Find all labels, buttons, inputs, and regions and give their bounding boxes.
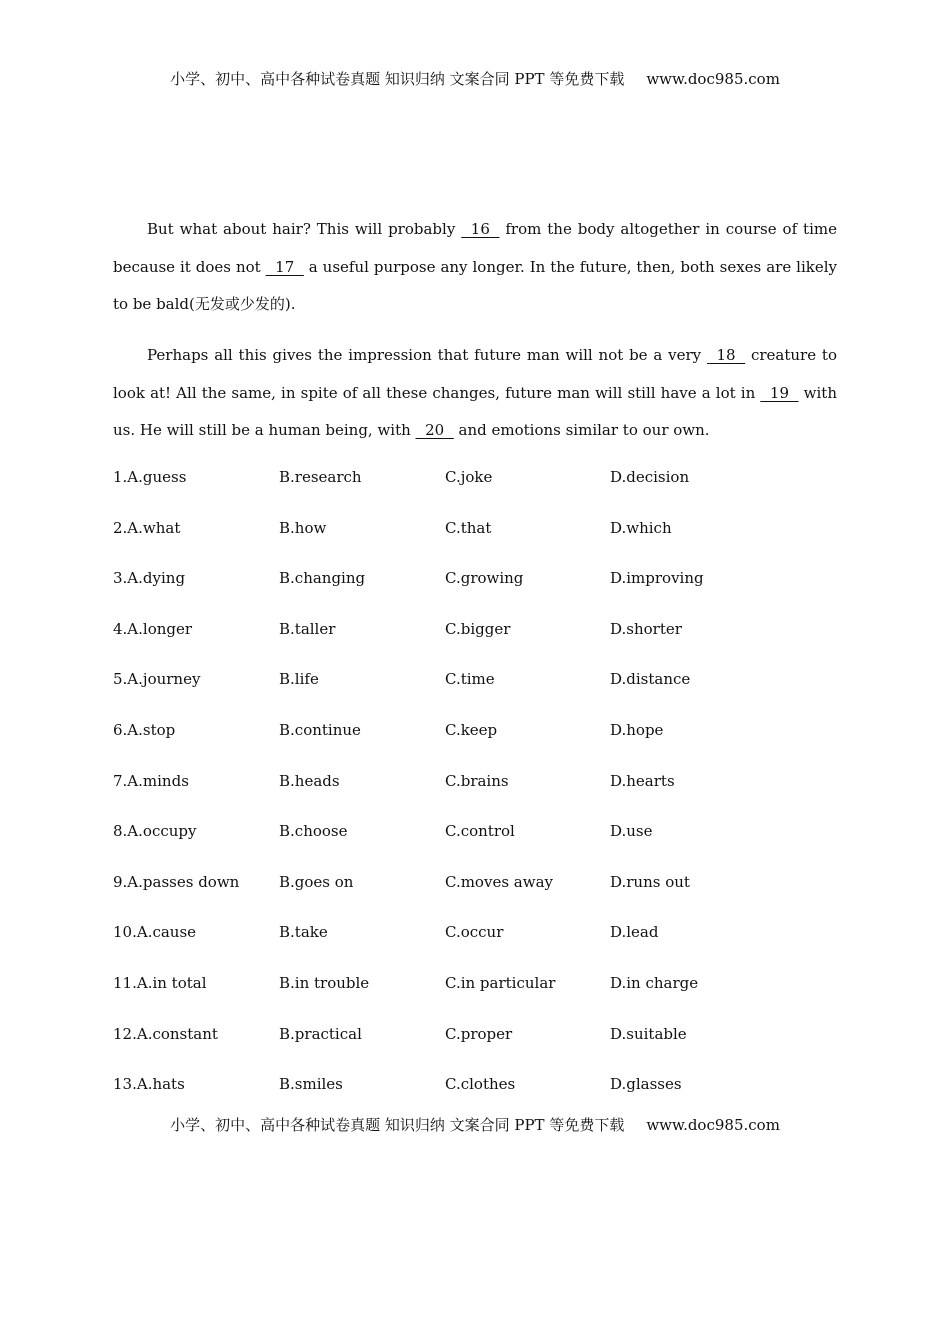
- blank-18: 18: [716, 346, 736, 364]
- p2-text-2: creature to look at! All the same, in spite of all these changes, future man will still have a lot in: [113, 346, 837, 402]
- p1-text-1: But what about hair? This will probably: [147, 220, 462, 238]
- p1-text-3: a useful purpose any longer. In the future, then, both sexes are likely to be bald(无发或少发的).: [113, 257, 837, 313]
- option-d: D.shorter: [610, 619, 682, 638]
- option-d: D.hearts: [610, 771, 675, 790]
- question-row: [113, 873, 843, 924]
- option-a: 13.A.hats: [113, 1075, 185, 1094]
- option-d: D.runs out: [610, 872, 690, 891]
- option-b: B.taller: [279, 619, 336, 638]
- option-d: D.improving: [610, 569, 704, 588]
- option-d: D.decision: [610, 468, 690, 486]
- option-c: C.moves away: [445, 872, 553, 891]
- option-c: C.bigger: [445, 619, 511, 638]
- blank-20: 20: [425, 421, 445, 439]
- option-a: 11.A.in total: [113, 973, 207, 992]
- passage-paragraph-1: [113, 211, 837, 324]
- option-c: C.brains: [445, 771, 509, 790]
- footer-text: 小学、初中、高中各种试卷真题 知识归纳 文案合同 PPT 等免费下载: [170, 1116, 625, 1134]
- option-d: D.use: [610, 822, 653, 841]
- option-c: C.in particular: [445, 973, 556, 992]
- option-b: B.research: [279, 468, 362, 486]
- option-b: B.continue: [279, 720, 361, 739]
- option-c: C.control: [445, 822, 515, 841]
- blank-17: 17: [275, 257, 295, 276]
- option-b: B.how: [279, 518, 327, 537]
- p1-text-2: from the body altogether in course of time because it does not: [113, 220, 837, 276]
- option-c: C.clothes: [445, 1075, 516, 1094]
- question-row: [113, 468, 843, 519]
- option-d: D.suitable: [610, 1024, 687, 1043]
- option-c: C.proper: [445, 1024, 513, 1043]
- question-row: [113, 822, 843, 873]
- option-a: 5.A.journey: [113, 670, 201, 689]
- option-c: C.growing: [445, 569, 524, 588]
- option-c: C.occur: [445, 923, 504, 942]
- question-options: [113, 468, 843, 1126]
- p2-text-1: Perhaps all this gives the impression that future man will not be a very: [147, 346, 707, 364]
- header-site: www.doc985.com: [646, 70, 780, 88]
- question-row: [113, 620, 843, 671]
- option-a: 10.A.cause: [113, 923, 197, 942]
- option-a: 3.A.dying: [113, 569, 186, 588]
- option-c: C.joke: [445, 468, 493, 486]
- option-d: D.which: [610, 518, 672, 537]
- option-b: B.goes on: [279, 872, 354, 891]
- option-b: B.life: [279, 670, 319, 689]
- option-b: B.smiles: [279, 1075, 343, 1094]
- question-row: [113, 721, 843, 772]
- question-row: [113, 1025, 843, 1076]
- option-a: 12.A.constant: [113, 1024, 218, 1043]
- option-c: C.that: [445, 518, 492, 537]
- page-header: [0, 68, 950, 89]
- passage-paragraph-2: [113, 337, 837, 450]
- option-c: C.keep: [445, 720, 498, 739]
- p2-text-3: with us. He will still be a human being, with: [113, 383, 837, 439]
- question-row: [113, 519, 843, 570]
- option-b: B.practical: [279, 1024, 362, 1043]
- option-d: D.glasses: [610, 1075, 682, 1094]
- question-row: [113, 974, 843, 1025]
- header-text: 小学、初中、高中各种试卷真题 知识归纳 文案合同 PPT 等免费下载: [170, 70, 625, 88]
- page-footer: [0, 1114, 950, 1135]
- question-row: [113, 670, 843, 721]
- option-d: D.distance: [610, 670, 691, 689]
- option-b: B.changing: [279, 569, 366, 588]
- option-b: B.in trouble: [279, 973, 370, 992]
- option-d: D.in charge: [610, 973, 699, 992]
- option-a: 8.A.occupy: [113, 822, 197, 841]
- option-a: 4.A.longer: [113, 619, 193, 638]
- option-a: 1.A.guess: [113, 468, 187, 486]
- footer-site: www.doc985.com: [646, 1116, 780, 1134]
- question-row: [113, 569, 843, 620]
- option-d: D.lead: [610, 923, 659, 942]
- option-a: 6.A.stop: [113, 720, 176, 739]
- blank-19: 19: [769, 383, 789, 402]
- option-a: 7.A.minds: [113, 771, 189, 790]
- option-a: 2.A.what: [113, 518, 181, 537]
- option-c: C.time: [445, 670, 495, 689]
- option-b: B.take: [279, 923, 328, 942]
- p2-text-4: and emotions similar to our own.: [453, 421, 710, 439]
- option-b: B.choose: [279, 822, 348, 841]
- question-row: [113, 923, 843, 974]
- blank-16: 16: [470, 220, 490, 238]
- option-b: B.heads: [279, 771, 340, 790]
- question-row: [113, 772, 843, 823]
- option-a: 9.A.passes down: [113, 872, 240, 891]
- option-d: D.hope: [610, 720, 664, 739]
